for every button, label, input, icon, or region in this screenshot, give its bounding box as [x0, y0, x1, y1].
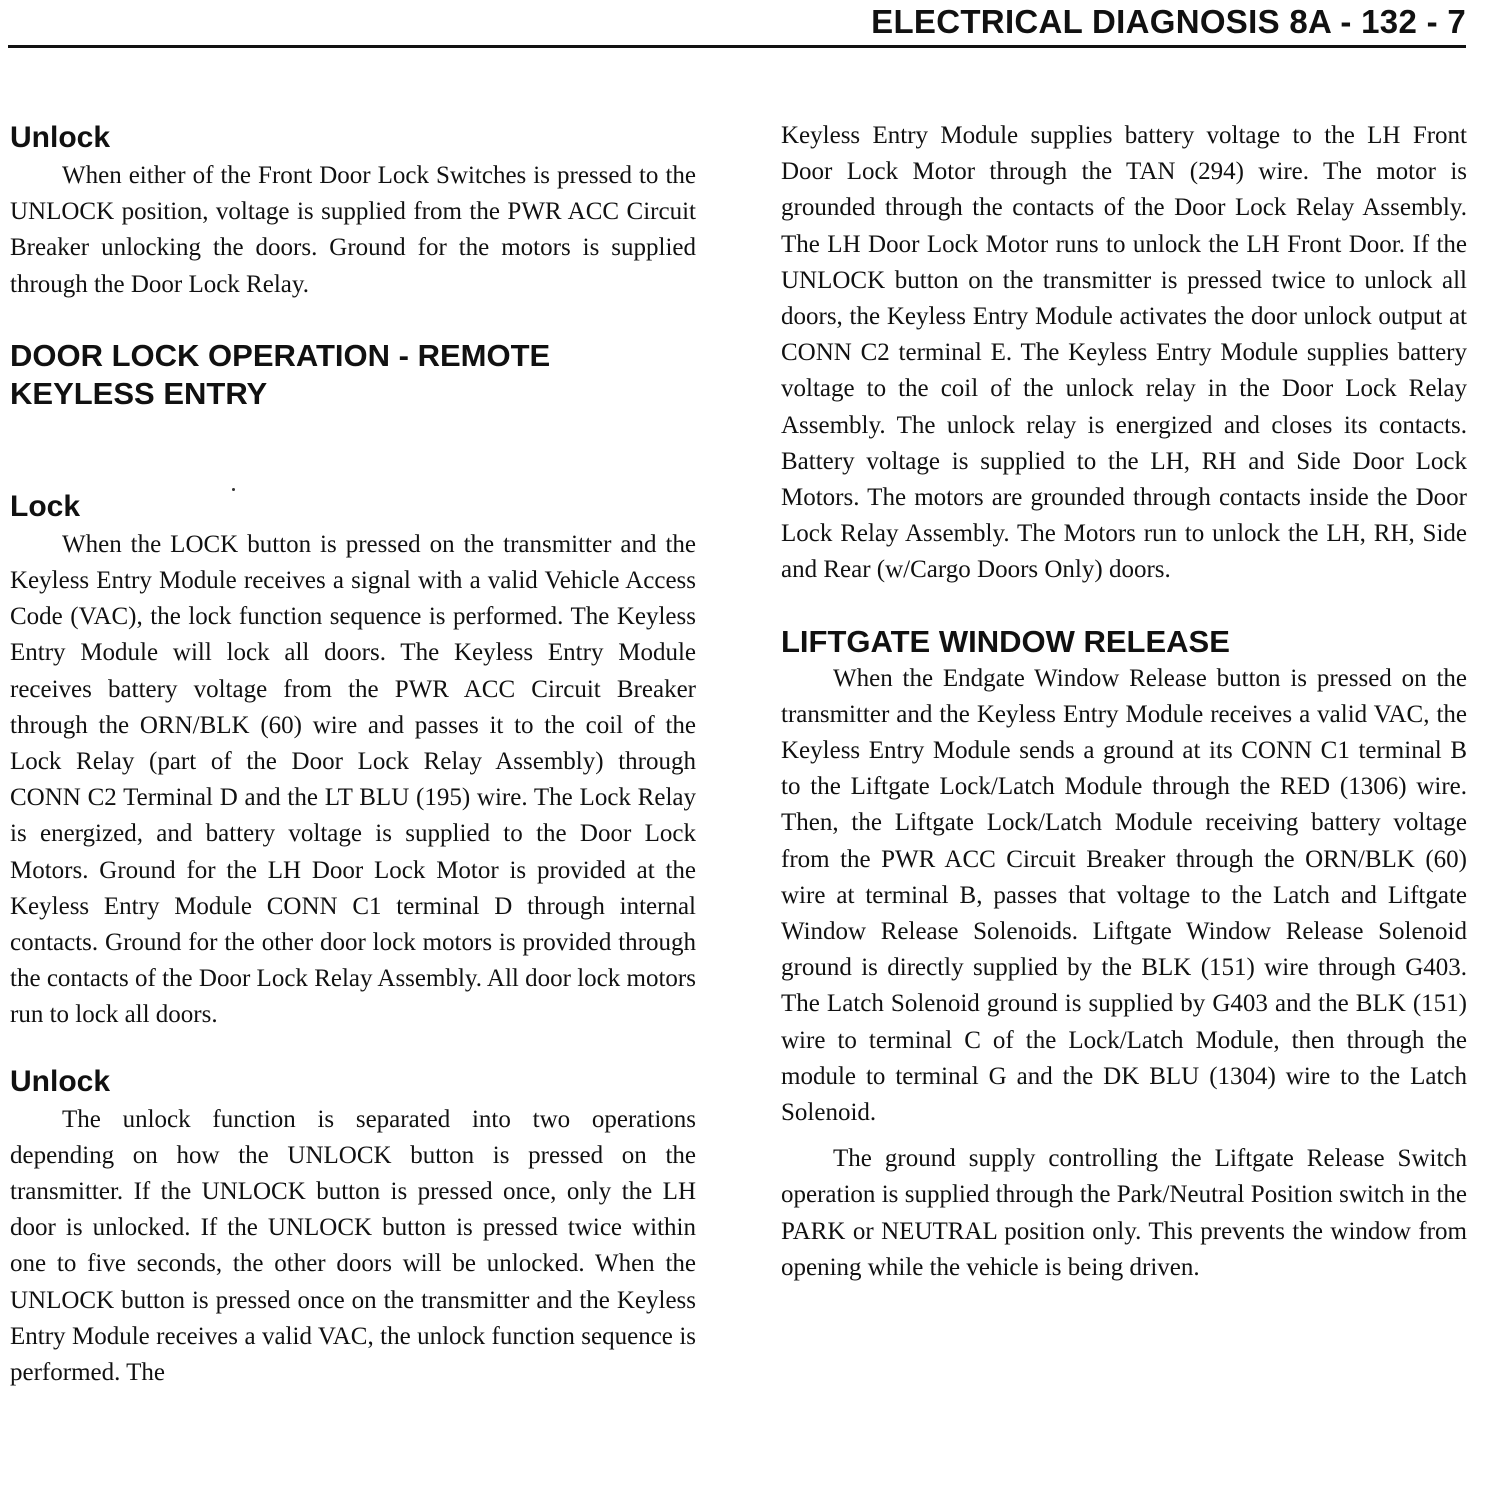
lock-heading: Lock [10, 489, 81, 523]
unlock-paragraph: When either of the Front Door Lock Switches is pressed to the UNLOCK position, voltage is supplied from the PWR ACC Circuit Breaker unlocking the doors. Ground for the motors is supplied through the Door Lock Relay. [10, 162, 696, 298]
right-column [781, 118, 1467, 1286]
section-heading-remote-keyless-entry: DOOR LOCK OPERATION - REMOTE KEYLESS ENTRY [10, 337, 551, 411]
header-rule [8, 45, 1466, 48]
stray-dot [232, 488, 235, 491]
unlock-continued-paragraph: Keyless Entry Module supplies battery voltage to the LH Front Door Lock Motor through the TAN (294) wire. The motor is grounded through the contacts of the Door Lock Relay Assembly. The LH Door Lock Motor runs to unlock the LH Front Door. If the UNLOCK button on the transmitter is pressed twice to unlock all doors, the Keyless Entry Module activates the door unlock output at CONN C2 terminal E. The Keyless Entry Module supplies battery voltage to the coil of the unlock relay in the Door Lock Relay Assembly. The unlock relay is energized and closes its contacts. Battery voltage is supplied to the LH, RH and Side Door Lock Motors. The motors are grounded through contacts inside the Door Lock Relay Assembly. The Motors run to unlock the LH, RH, Side and Rear (w/Cargo Doors Only) doors. [781, 122, 1467, 584]
unlock-heading-remote: Unlock [10, 1064, 111, 1098]
section-heading-liftgate-window-release: LIFTGATE WINDOW RELEASE [781, 623, 1230, 659]
liftgate-paragraph-2: The ground supply controlling the Liftgate Release Switch operation is supplied through the Park/Neutral Position switch in the PARK or NEUTRAL position only. This prevents the window from opening while the vehicle is being driven. [781, 1145, 1467, 1281]
lock-paragraph: When the LOCK button is pressed on the transmitter and the Keyless Entry Module receives a signal with a valid Vehicle Access Code (VAC), the lock function sequence is performed. The Keyless Entry Module will lock all doors. The Keyless Entry Module receives battery voltage from the PWR ACC Circuit Breaker through the ORN/BLK (60) wire and passes it to the coil of the Lock Relay (part of the Door Lock Relay Assembly) through CONN C2 Terminal D and the LT BLU (195) wire. The Lock Relay is energized, and battery voltage is supplied to the Door Lock Motors. Ground for the LH Door Lock Motor is provided at the Keyless Entry Module CONN C1 terminal D through internal contacts. Ground for the other door lock motors is provided through the contacts of the Door Lock Relay Assembly. All door lock motors run to lock all doors. [10, 530, 696, 1029]
left-column [10, 118, 696, 1391]
unlock-remote-paragraph: The unlock function is separated into two operations depending on how the UNLOCK button is pressed on the transmitter. If the UNLOCK button is pressed once, only the LH door is unlocked. If the UNLOCK button is pressed twice within one to five seconds, the other doors will be unlocked. When the UNLOCK button is pressed once on the transmitter and the Keyless Entry Module receives a valid VAC, the unlock function sequence is performed. The [10, 1105, 696, 1387]
liftgate-paragraph-1: When the Endgate Window Release button is pressed on the transmitter and the Keyless Entry Module receives a valid VAC, the Keyless Entry Module sends a ground at its CONN C1 terminal B to the Liftgate Lock/Latch Module through the RED (1306) wire. Then, the Liftgate Lock/Latch Module receiving battery voltage from the PWR ACC Circuit Breaker through the ORN/BLK (60) wire at terminal B, passes that voltage to the Latch and Liftgate Window Release Solenoids. Liftgate Window Release Solenoid ground is directly supplied by the BLK (151) wire through G403. The Latch Solenoid ground is supplied by G403 and the BLK (151) wire to terminal C of the Lock/Latch Module, then through the module to terminal G and the DK BLU (1304) wire to the Latch Solenoid. [781, 664, 1467, 1127]
unlock-heading: Unlock [10, 121, 111, 154]
page-header-title: ELECTRICAL DIAGNOSIS 8A - 132 - 7 [871, 3, 1466, 40]
